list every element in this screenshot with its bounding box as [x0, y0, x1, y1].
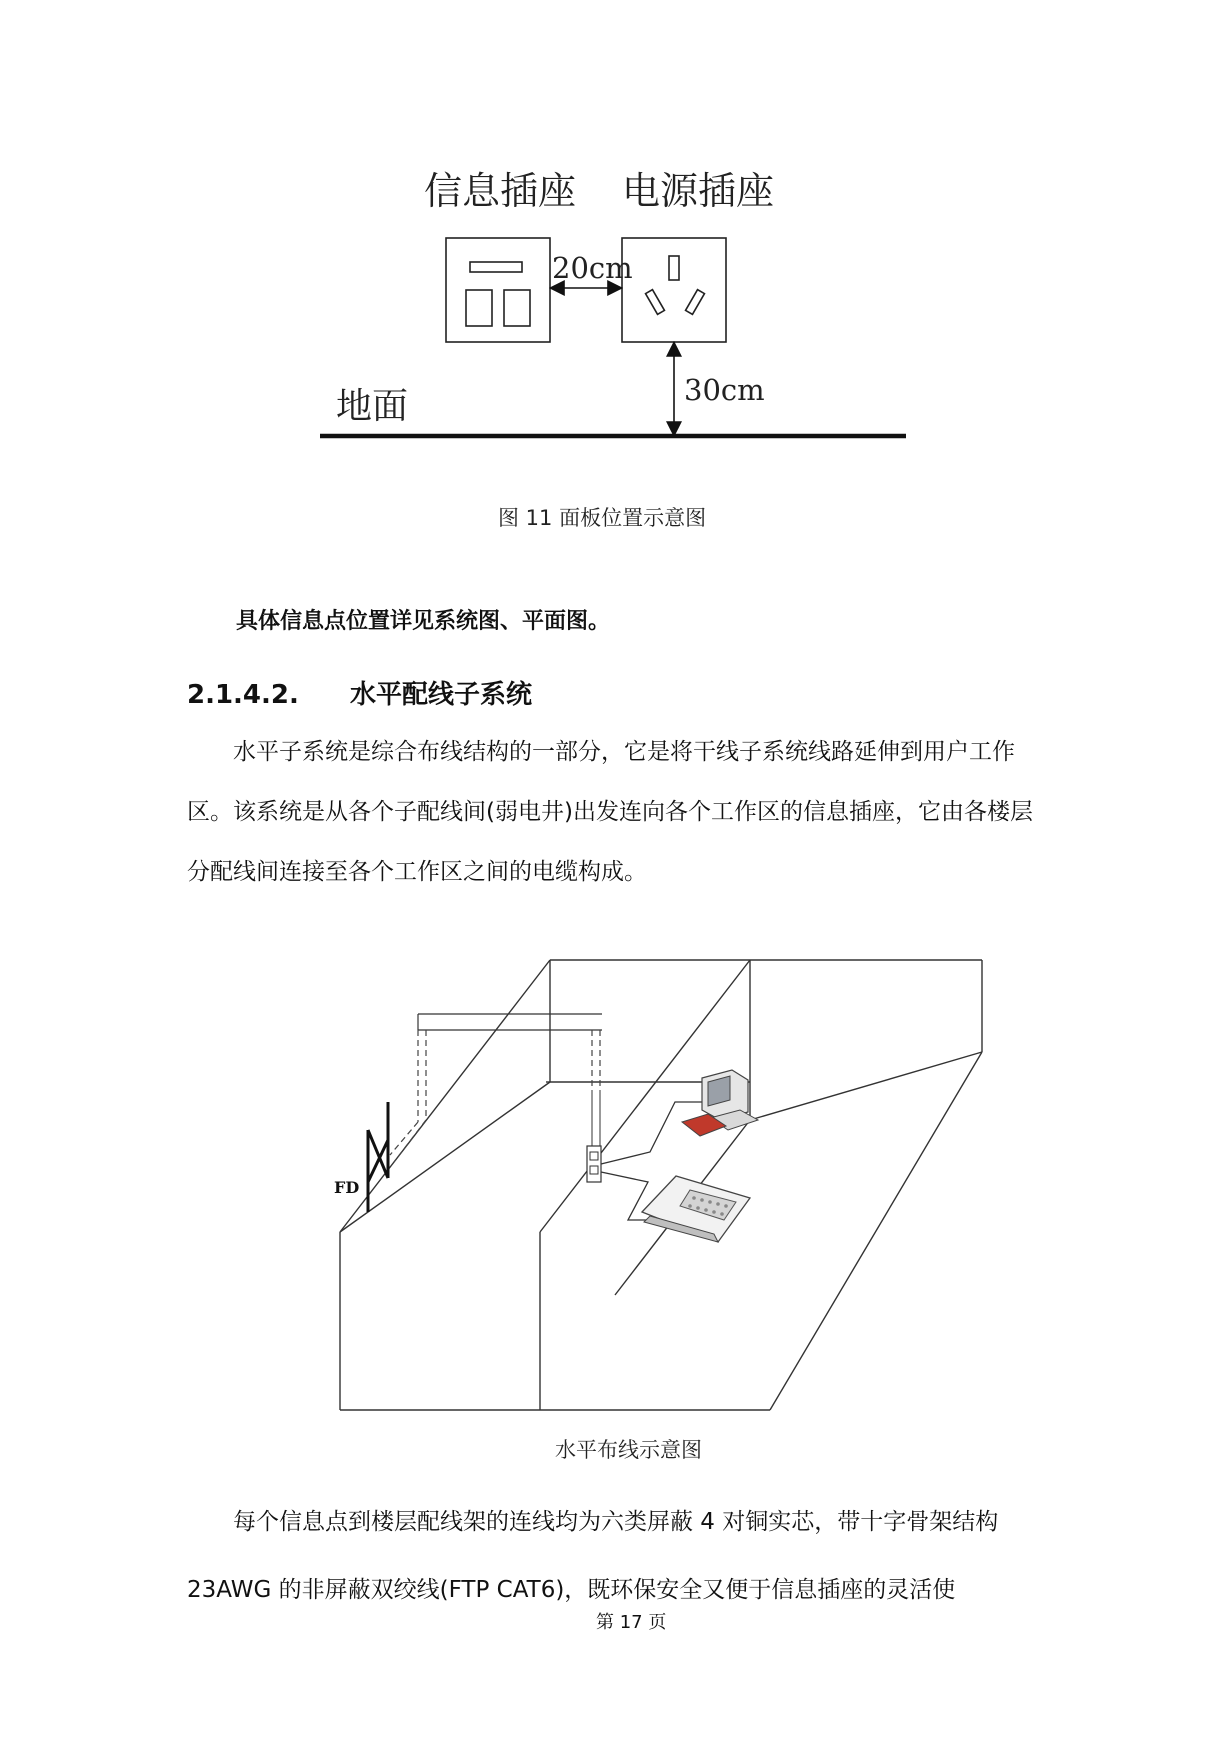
power-socket-title: 电源插座 [622, 169, 775, 213]
cable-trunk [592, 1090, 600, 1150]
horizontal-cabling-caption: 水平布线示意图 [555, 1438, 702, 1462]
info-socket-title: 信息插座 [424, 169, 577, 213]
dashed-cable-runs [390, 1030, 600, 1162]
telephone-icon [642, 1176, 750, 1242]
figure-11-caption: 图 11 面板位置示意图 [498, 506, 707, 530]
computer-icon [682, 1070, 758, 1136]
page-number: 第 17 页 [596, 1612, 667, 1633]
section-title: 水平配线子系统 [349, 680, 532, 710]
fd-label: FD [334, 1178, 360, 1197]
cable-tray [418, 1014, 602, 1030]
info-socket-panel [446, 238, 550, 342]
section-heading [187, 674, 532, 711]
horizontal-cabling-diagram [330, 950, 1010, 1420]
horizontal-dimension-label: 20cm [552, 251, 633, 285]
section-number: 2.1.4.2. [187, 680, 299, 710]
bold-note: 具体信息点位置详见系统图、平面图。 [236, 609, 611, 634]
socket-position-diagram [300, 160, 940, 480]
fd-rack [368, 1102, 388, 1212]
cable-spec-paragraph: 每个信息点到楼层配线架的连线均为六类屏蔽 4 对铜实芯，带十字骨架结构 23AWG 的非屏蔽双绞线(FTP CAT6)，既环保安全又便于信息插座的灵活使 [187, 1509, 999, 1603]
wall-outlet [587, 1146, 601, 1182]
vertical-dimension-label: 30cm [684, 373, 765, 407]
power-socket-panel [622, 238, 726, 342]
floor-label: 地面 [336, 386, 409, 427]
horizontal-subsystem-paragraph: 水平子系统是综合布线结构的一部分，它是将干线子系统线路延伸到用户工作区。该系统是从各个子配线间(弱电井)出发连向各个工作区的信息插座，它由各楼层分配线间连接至各个工作区之间的电缆构成。 [187, 739, 1033, 885]
room-outline [340, 960, 982, 1410]
